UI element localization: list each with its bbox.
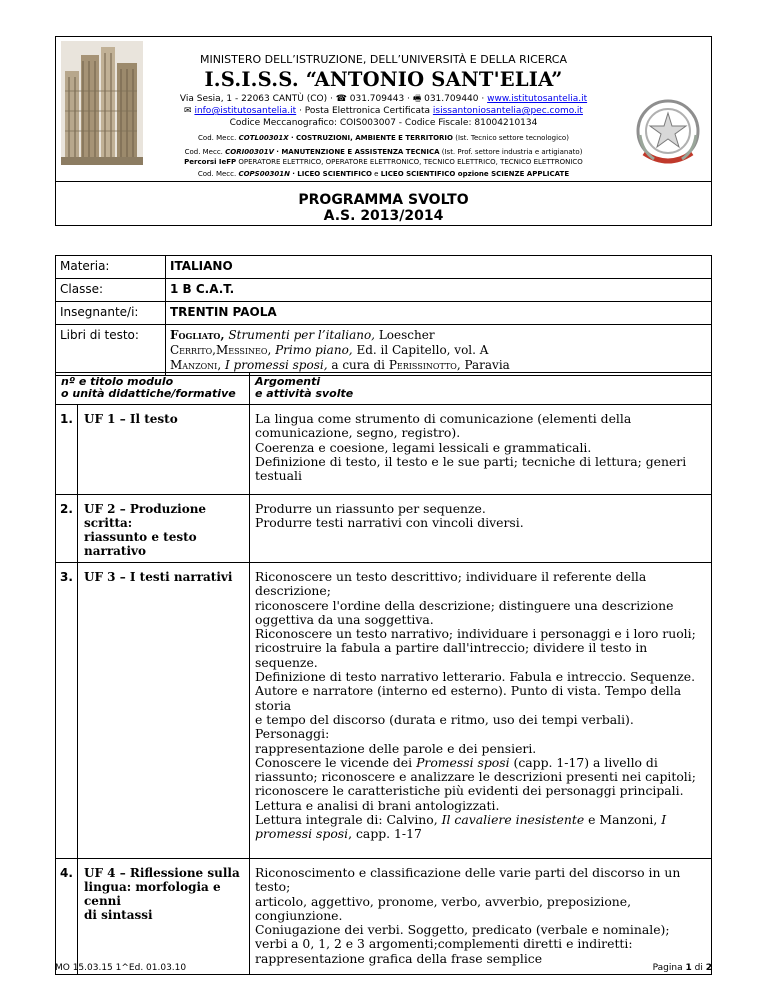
pec-email-link[interactable]: isissantoniosantelia@pec.como.it	[432, 106, 583, 116]
libri-label: Libri di testo:	[56, 325, 166, 376]
table-row	[56, 859, 712, 975]
table-row	[56, 563, 712, 859]
row-number: 3.	[56, 563, 78, 859]
program-table	[55, 372, 712, 975]
code-line-3: Cod. Mecc. COPS00301N · LICEO SCIENTIFICO e LICEO SCIENTIFICO opzione SCIENZE APPLICATE	[197, 170, 570, 178]
email-link[interactable]: info@istitutosantelia.it	[194, 106, 297, 116]
classe-value: 1 B C.A.T.	[166, 279, 712, 302]
codes-line: Codice Meccanografico: COIS003007 - Codice Fiscale: 81004210134	[229, 118, 538, 128]
address-line: Via Sesia, 1 - 22063 CANTÙ (CO) · ☎ 031.709443 · 🖷 031.709440 · www.istitutosantelia.it	[179, 94, 588, 104]
ministry-name: MINISTERO DELL’ISTRUZIONE, DELL’UNIVERSITÀ E DELLA RICERCA	[199, 53, 568, 66]
module-topics: Riconoscimento e classificazione delle varie parti del discorso in un testo; articolo, aggettivo, pronome, verbo, avverbio, preposizione, congiunzione. Coniugazione dei verbi. Soggetto, predicato (verbale e nominale); verbi a 0, 1, 2 e 3 argomenti;complementi diretti e indiretti: rappresentazione grafica della frase semplice	[250, 859, 712, 975]
iefp-line: Percorsi IeFP OPERATORE ELETTRICO, OPERATORE ELETTRONICO, TECNICO ELETTRICO, TECNICO ELETTRONICO	[184, 158, 583, 166]
header-divider	[56, 181, 711, 182]
code-line-2: Cod. Mecc. CORI00301V · MANUTENZIONE E ASSISTENZA TECNICA (Ist. Prof. settore industria e artigianato)	[184, 148, 583, 156]
document-code: MO 15.03.15 1^Ed. 01.03.10	[55, 963, 187, 973]
row-number: 2.	[56, 495, 78, 563]
libri-row	[56, 325, 712, 376]
book-3: Manzoni, I promessi sposi, a cura di Perissinotto, Paravia	[170, 358, 510, 372]
page-number: Pagina 1 di 2	[652, 963, 712, 973]
school-name: I.S.I.S.S. “ANTONIO SANT'ELIA”	[204, 68, 563, 91]
libri-value	[166, 325, 712, 376]
program-title: PROGRAMMA SVOLTO A.S. 2013/2014	[298, 192, 469, 224]
table-row	[56, 495, 712, 563]
materia-value: ITALIANO	[166, 256, 712, 279]
email-icon: ✉	[184, 106, 192, 116]
course-info-table	[55, 255, 712, 376]
module-topics: Riconoscere un testo descrittivo; individuare il referente della descrizione; riconoscere l'ordine della descrizione; distinguere una descrizione oggettiva da una soggettiva. Riconoscere un testo narrativo; individuare i personaggi e i loro ruoli; ricostruire la fabula a partire dall'intreccio; dividere il testo in sequenze. Definizione di testo narrativo letterario. Fabula e intreccio. Sequenze. Autore e narratore (interno ed esterno). Punto di vista. Tempo della storia e tempo del discorso (durata e ritmo, uso dei tempi verbali). Personaggi: rappresentazione delle parole e dei pensieri. Conoscere le vicende dei Promessi sposi (capp. 1-17) a livello di riassunto; riconoscere e analizzare le descrizioni presenti nei capitoli; riconoscere le caratteristiche più evidenti dei personaggi principali. Lettura e analisi di brani antologizzati. Lettura integrale di: Calvino, Il cavaliere inesistente e Manzoni, I promessi sposi, capp. 1-17	[250, 563, 712, 859]
email-line: ✉ info@istitutosantelia.it · Posta Elettronica Certificata isissantoniosantelia@pec.como.it	[184, 106, 583, 116]
module-title: UF 2 – Produzione scritta: riassunto e testo narrativo	[78, 495, 250, 563]
insegnante-value: TRENTIN PAOLA	[166, 302, 712, 325]
book-1: Fogliato, Strumenti per l’italiano, Loescher	[170, 328, 435, 342]
module-column-header: nº e titolo modulo o unità didattiche/formative	[56, 373, 250, 405]
classe-label: Classe:	[56, 279, 166, 302]
materia-row	[56, 256, 712, 279]
row-number: 1.	[56, 405, 78, 495]
table-row	[56, 405, 712, 495]
materia-label: Materia:	[56, 256, 166, 279]
website-link[interactable]: www.istitutosantelia.it	[487, 94, 588, 104]
topics-column-header: Argomenti e attività svolte	[250, 373, 712, 405]
letterhead	[55, 36, 712, 226]
insegnante-label: Insegnante/i:	[56, 302, 166, 325]
module-topics: La lingua come strumento di comunicazione (elementi della comunicazione, segno, registro). Coerenza e coesione, legami lessicali e grammaticali. Definizione di testo, il testo e le sue parti; tecniche di lettura; generi testuali	[250, 405, 712, 495]
module-title: UF 3 – I testi narrativi	[78, 563, 250, 859]
book-2: Cerrito,Messineo, Primo piano, Ed. il Capitello, vol. A	[170, 343, 489, 357]
classe-row	[56, 279, 712, 302]
module-topics: Produrre un riassunto per sequenze. Produrre testi narrativi con vincoli diversi.	[250, 495, 712, 563]
program-table-header	[56, 373, 712, 405]
insegnante-row	[56, 302, 712, 325]
module-title: UF 4 – Riflessione sulla lingua: morfologia e cenni di sintassi	[78, 859, 250, 975]
code-line-1: Cod. Mecc. COTL00301X · COSTRUZIONI, AMBIENTE E TERRITORIO (Ist. Tecnico settore tecnologico)	[198, 134, 569, 142]
row-number: 4.	[56, 859, 78, 975]
module-title: UF 1 – Il testo	[78, 405, 250, 495]
